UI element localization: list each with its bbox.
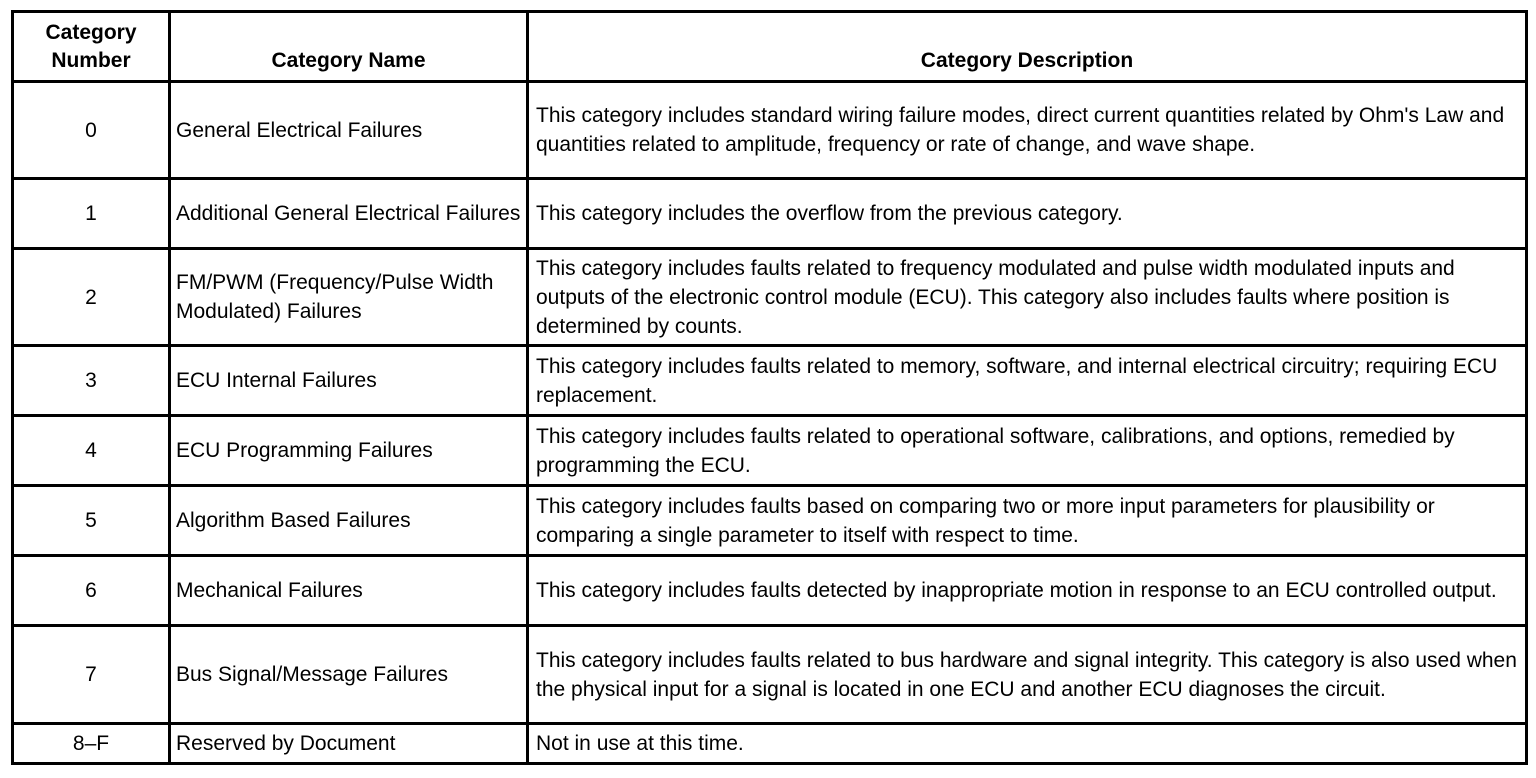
category-number-cell: 4 xyxy=(13,416,170,486)
category-table xyxy=(11,10,1528,765)
header-number-line1: Category xyxy=(45,21,137,44)
category-name-cell: Bus Signal/Message Failures xyxy=(170,626,528,724)
category-name-cell: Reserved by Document xyxy=(170,724,528,764)
category-description-cell: This category includes faults related to memory, software, and internal electrical circuitry; requiring ECU replacement. xyxy=(528,346,1527,416)
category-table-container xyxy=(11,10,1525,765)
table-header xyxy=(13,12,1527,82)
category-name-cell: Algorithm Based Failures xyxy=(170,486,528,556)
table-row xyxy=(13,179,1527,249)
category-name-cell: FM/PWM (Frequency/Pulse Width Modulated) Failures xyxy=(170,249,528,346)
category-name-cell: General Electrical Failures xyxy=(170,82,528,179)
category-name-cell: Additional General Electrical Failures xyxy=(170,179,528,249)
header-row xyxy=(13,12,1527,82)
table-row xyxy=(13,82,1527,179)
category-description-cell: This category includes faults related to bus hardware and signal integrity. This category is also used when the physical input for a signal is located in one ECU and another ECU diagnoses the circuit. xyxy=(528,626,1527,724)
category-number-cell: 1 xyxy=(13,179,170,249)
category-name-cell: ECU Programming Failures xyxy=(170,416,528,486)
header-category-name: Category Name xyxy=(170,12,528,82)
category-description-cell: This category includes the overflow from the previous category. xyxy=(528,179,1527,249)
category-description-cell: This category includes standard wiring failure modes, direct current quantities related by Ohm's Law and quantities related to amplitude, frequency or rate of change, and wave shape. xyxy=(528,82,1527,179)
table-body xyxy=(13,82,1527,764)
table-row xyxy=(13,724,1527,764)
category-number-cell: 3 xyxy=(13,346,170,416)
category-description-cell: This category includes faults related to frequency modulated and pulse width modulated inputs and outputs of the electronic control module (ECU). This category also includes faults where position is determined by counts. xyxy=(528,249,1527,346)
category-number-cell: 0 xyxy=(13,82,170,179)
table-row xyxy=(13,486,1527,556)
table-row xyxy=(13,626,1527,724)
table-row xyxy=(13,416,1527,486)
header-category-number xyxy=(13,12,170,82)
category-number-cell: 6 xyxy=(13,556,170,626)
category-number-cell: 8–F xyxy=(13,724,170,764)
header-number-line2: Number xyxy=(51,49,131,72)
table-row xyxy=(13,249,1527,346)
category-description-cell: This category includes faults detected by inappropriate motion in response to an ECU controlled output. xyxy=(528,556,1527,626)
category-description-cell: This category includes faults based on comparing two or more input parameters for plausibility or comparing a single parameter to itself with respect to time. xyxy=(528,486,1527,556)
category-name-cell: Mechanical Failures xyxy=(170,556,528,626)
category-description-cell: Not in use at this time. xyxy=(528,724,1527,764)
category-number-cell: 2 xyxy=(13,249,170,346)
category-description-cell: This category includes faults related to operational software, calibrations, and options, remedied by programming the ECU. xyxy=(528,416,1527,486)
category-name-cell: ECU Internal Failures xyxy=(170,346,528,416)
category-number-cell: 5 xyxy=(13,486,170,556)
category-number-cell: 7 xyxy=(13,626,170,724)
table-row xyxy=(13,556,1527,626)
header-category-description: Category Description xyxy=(528,12,1527,82)
table-row xyxy=(13,346,1527,416)
